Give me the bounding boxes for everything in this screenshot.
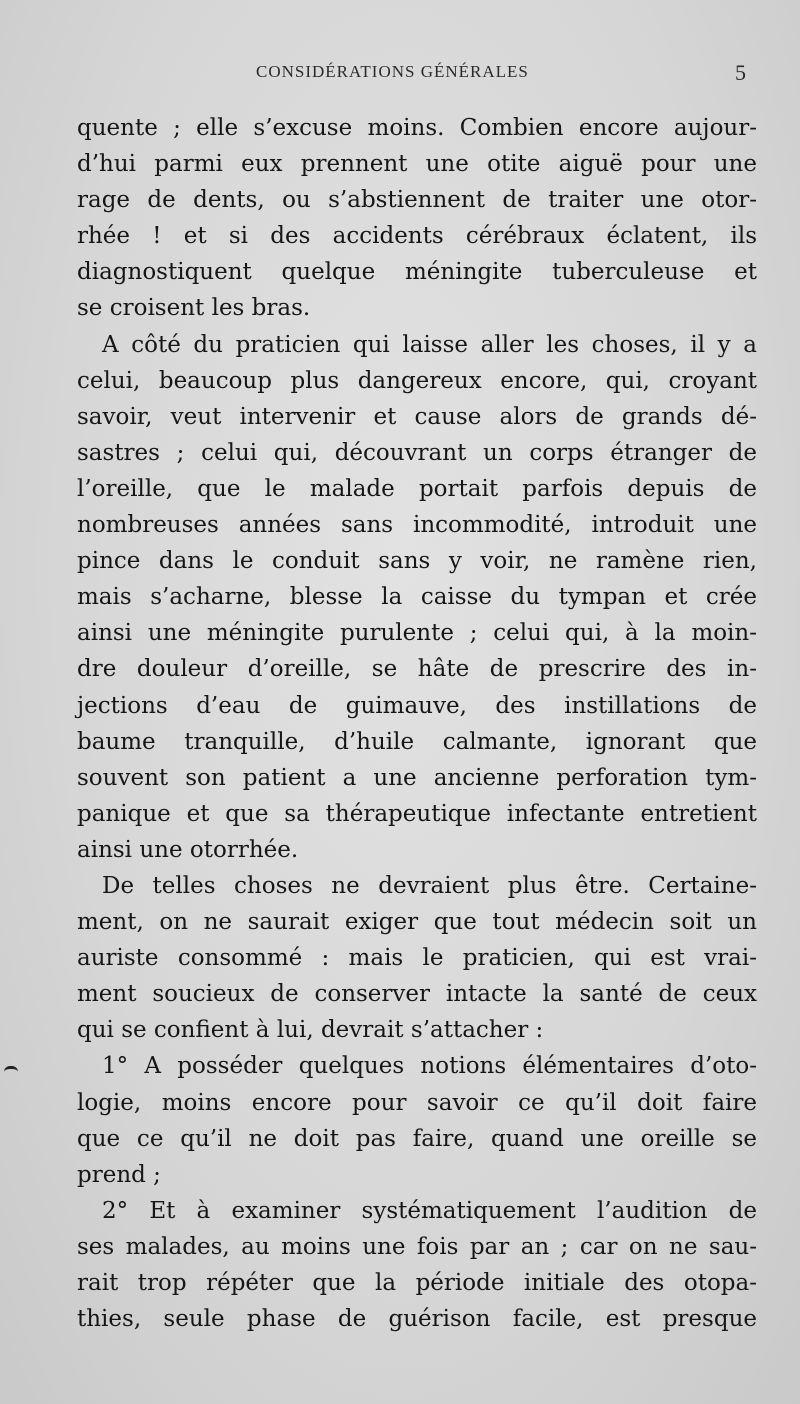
text-line: 1° A posséder quelques notions élémentaires d’oto- — [102, 1053, 757, 1080]
text-line: ainsi une otorrhée. — [77, 836, 299, 863]
page-header — [0, 60, 800, 88]
body-text — [77, 110, 757, 1337]
text-line: jections d’eau de guimauve, des instillations de — [77, 692, 757, 719]
text-line: ment, on ne saurait exiger que tout médecin soit un — [77, 909, 757, 936]
running-title: CONSIDÉRATIONS GÉNÉRALES — [256, 62, 529, 81]
text-line: quente ; elle s’excuse moins. Combien encore aujour- — [77, 115, 757, 141]
text-line: prend ; — [77, 1161, 161, 1188]
text-line: pince dans le conduit sans y voir, ne ramène rien, — [77, 548, 757, 575]
text-line: baume tranquille, d’huile calmante, ignorant que — [77, 728, 757, 755]
text-line: savoir, veut intervenir et cause alors de grands dé- — [77, 403, 757, 430]
text-line: ment soucieux de conserver intacte la santé de ceux — [77, 981, 757, 1008]
text-line: diagnostiquent quelque méningite tuberculeuse et — [77, 259, 757, 286]
text-line: thies, seule phase de guérison facile, est presque — [77, 1306, 757, 1333]
text-line: De telles choses ne devraient plus être. Certaine- — [102, 872, 757, 899]
text-line: dre douleur d’oreille, se hâte de prescrire des in- — [77, 656, 757, 683]
text-line: sastres ; celui qui, découvrant un corps étranger de — [77, 439, 757, 466]
text-line: rage de dents, ou s’abstiennent de traiter une otor- — [77, 187, 757, 214]
text-line: souvent son patient a une ancienne perforation tym- — [77, 764, 757, 791]
text-line: que ce qu’il ne doit pas faire, quand une oreille se — [77, 1125, 757, 1152]
text-line: 2° Et à examiner systématiquement l’audition de — [102, 1197, 757, 1224]
text-line: auriste consommé : mais le praticien, qui est vrai- — [77, 945, 757, 972]
text-line: A côté du praticien qui laisse aller les choses, il y a — [102, 331, 757, 358]
text-line: ses malades, au moins une fois par an ; car on ne sau- — [77, 1233, 757, 1260]
page-number: 5 — [735, 60, 746, 85]
margin-mark — [4, 1066, 18, 1075]
text-line: rait trop répéter que la période initiale des otopa- — [77, 1270, 757, 1296]
text-line: se croisent les bras. — [77, 295, 311, 322]
text-line: logie, moins encore pour savoir ce qu’il doit faire — [77, 1089, 757, 1116]
text-line: qui se confient à lui, devrait s’attacher : — [77, 1017, 544, 1044]
text-line: nombreuses années sans incommodité, introduit une — [77, 512, 757, 539]
text-line: ainsi une méningite purulente ; celui qui, à la moin- — [77, 620, 757, 647]
text-line: rhée ! et si des accidents cérébraux éclatent, ils — [77, 223, 757, 250]
text-line: l’oreille, que le malade portait parfois depuis de — [77, 475, 757, 502]
text-line: d’hui parmi eux prennent une otite aiguë pour une — [77, 151, 757, 178]
text-line: celui, beaucoup plus dangereux encore, qui, croyant — [77, 367, 757, 394]
text-line: mais s’acharne, blesse la caisse du tympan et crée — [77, 584, 757, 611]
text-line: panique et que sa thérapeutique infectante entretient — [77, 800, 757, 827]
